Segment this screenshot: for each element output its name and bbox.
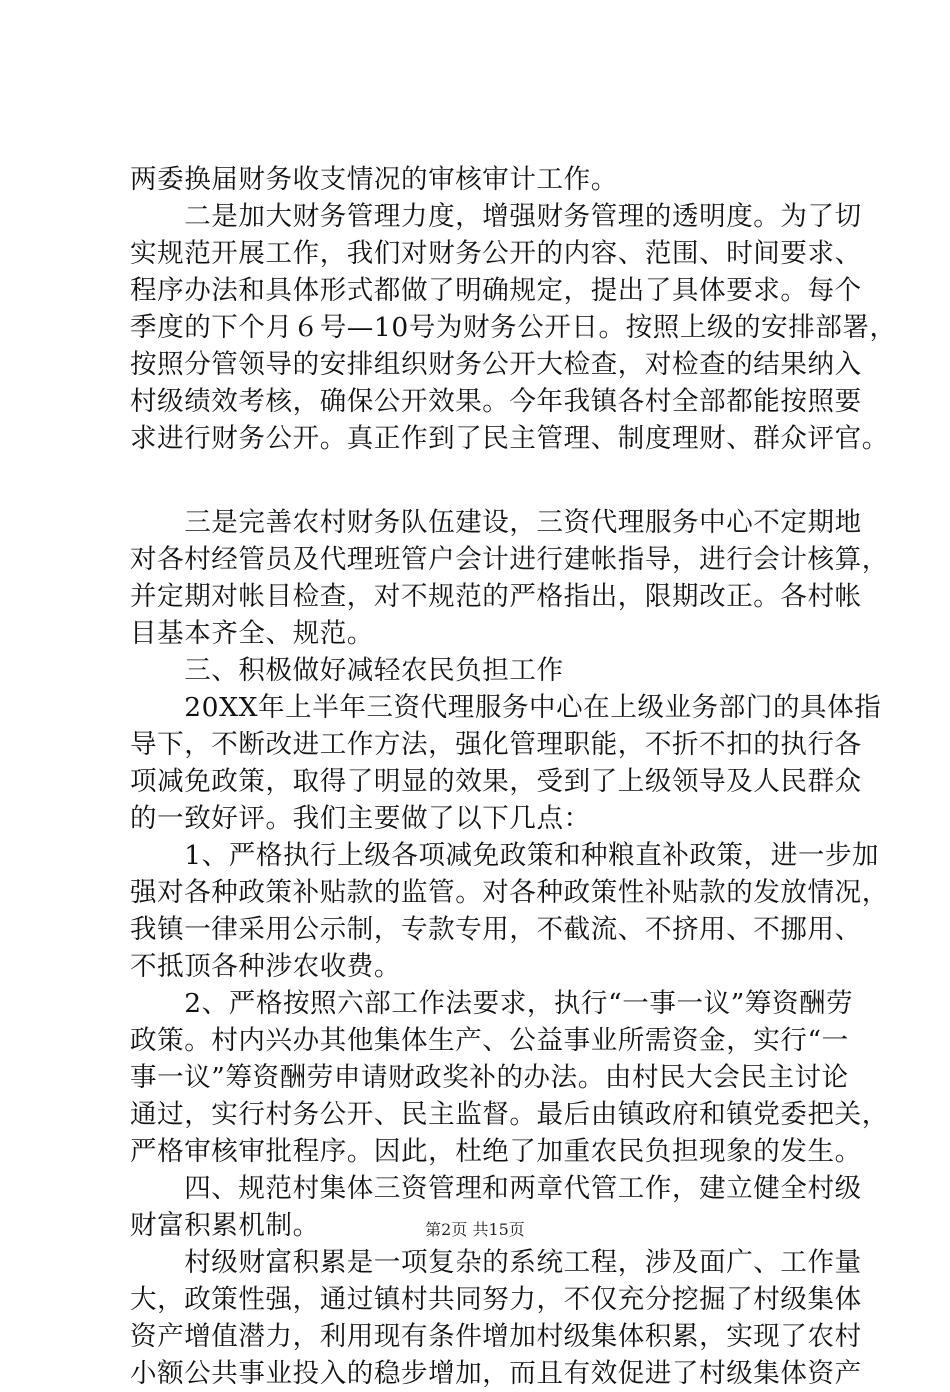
text-line: 实规范开展工作，我们对财务公开的内容、范围、时间要求、 [130, 238, 862, 269]
text-line: 对各村经管员及代理班管户会计进行建帐指导，进行会计核算， [130, 544, 889, 575]
text-line: 程序办法和具体形式都做了明确规定，提出了具体要求。每个 [130, 275, 862, 306]
text-line: 强对各种政策补贴款的监管。对各种政策性补贴款的发放情况， [130, 877, 889, 908]
text-line: 村级财富积累是一项复杂的系统工程，涉及面广、工作量 [130, 1247, 862, 1278]
text-line: 大，政策性强，通过镇村共同努力，不仅充分挖掘了村级集体 [130, 1284, 862, 1315]
paragraph-gap [130, 457, 830, 504]
page-number: 第2页 共15页 [425, 1220, 525, 1239]
section-heading: 四、规范村集体三资管理和两章代管工作，建立健全村级 [130, 1173, 862, 1204]
text-line: 资产增值潜力，利用现有条件增加村级集体积累，实现了农村 [130, 1321, 862, 1352]
text-line: 项减免政策，取得了明显的效果，受到了上级领导及人民群众 [130, 766, 862, 797]
text-line: 通过，实行村务公开、民主监督。最后由镇政府和镇党委把关， [130, 1099, 889, 1130]
text-line: 1、严格执行上级各项减免政策和种粮直补政策，进一步加 [130, 840, 880, 871]
text-line: 我镇一律采用公示制，专款专用，不截流、不挤用、不挪用、 [130, 914, 862, 945]
text-line: 季度的下个月６号—10号为财务公开日。按照上级的安排部署， [130, 312, 897, 343]
text-line: 不抵顶各种涉农收费。 [130, 951, 401, 982]
document-body [130, 161, 897, 1392]
text-line: 政策。村内兴办其他集体生产、公益事业所需资金，实行“一 [130, 1025, 849, 1056]
section-heading: 三、积极做好减轻农民负担工作 [130, 655, 564, 686]
text-line: 二是加大财务管理力度，增强财务管理的透明度。为了切 [130, 201, 862, 232]
text-line: 2、严格按照六部工作法要求，执行“一事一议”筹资酬劳 [130, 988, 854, 1019]
text-line: 目基本齐全、规范。 [130, 618, 374, 649]
text-line: 事一议”筹资酬劳申请财政奖补的办法。由村民大会民主讨论 [130, 1062, 849, 1093]
text-line: 财富积累机制。 [130, 1210, 320, 1241]
text-line: 三是完善农村财务队伍建设，三资代理服务中心不定期地 [130, 507, 862, 538]
text-line: 的一致好评。我们主要做了以下几点： [130, 803, 591, 834]
text-line: 导下，不断改进工作方法，强化管理职能，不折不扣的执行各 [130, 729, 862, 760]
text-line: 并定期对帐目检查，对不规范的严格指出，限期改正。各村帐 [130, 581, 862, 612]
text-line: 20XX年上半年三资代理服务中心在上级业务部门的具体指 [130, 692, 882, 723]
text-line: 求进行财务公开。真正作到了民主管理、制度理财、群众评官。 [130, 423, 889, 454]
text-line: 两委换届财务收支情况的审核审计工作。 [130, 164, 618, 195]
text-line: 村级绩效考核，确保公开效果。今年我镇各村全部都能按照要 [130, 386, 862, 417]
text-line: 小额公共事业投入的稳步增加，而且有效促进了村级集体资产 [130, 1358, 862, 1389]
text-line: 严格审核审批程序。因此，杜绝了加重农民负担现象的发生。 [130, 1136, 862, 1167]
text-line: 按照分管领导的安排组织财务公开大检查，对检查的结果纳入 [130, 349, 862, 380]
